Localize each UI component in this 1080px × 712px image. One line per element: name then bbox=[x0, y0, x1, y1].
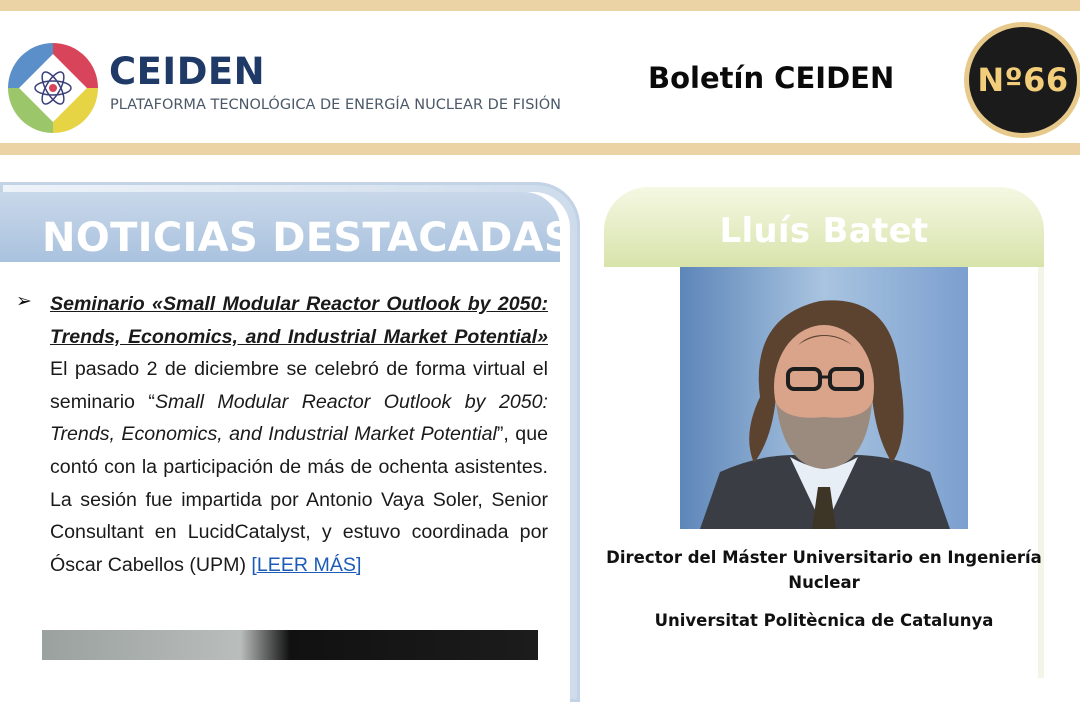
brand-subtitle: PLATAFORMA TECNOLÓGICA DE ENERGÍA NUCLEAR DE FISIÓN bbox=[110, 97, 561, 113]
article-text-body: ”, que contó con la participación de más de ochenta asistentes. La sesión fue impartida por Antonio Vaya Soler, Senior Consultant en LucidCatalyst, y estuvo coordinada por Óscar Cabellos (UPM) bbox=[50, 423, 548, 576]
profile-organization: Universitat Politècnica de Catalunya bbox=[654, 611, 994, 630]
top-decorative-band bbox=[0, 0, 1080, 11]
brand-name: CEIDEN bbox=[109, 50, 266, 93]
news-article bbox=[50, 288, 548, 581]
article-seminar-quote: Small Modular Reactor Outlook by 2050: Trends, Economics, and Industrial Market Potential bbox=[50, 390, 548, 446]
news-panel-header bbox=[0, 192, 574, 262]
arrow-bullet-icon: ➢ bbox=[16, 290, 32, 312]
profile-name: Lluís Batet bbox=[719, 211, 929, 251]
profile-portrait bbox=[680, 267, 968, 529]
bulletin-title: Boletín CEIDEN bbox=[648, 61, 895, 95]
article-text-intro: El pasado 2 de diciembre se celebró de forma virtual el seminario “ bbox=[50, 358, 548, 413]
atom-logo-icon bbox=[8, 43, 98, 133]
read-more-link[interactable]: [LEER MÁS] bbox=[251, 553, 362, 576]
news-heading: NOTICIAS DESTACADAS bbox=[42, 215, 574, 261]
header-bottom-band bbox=[0, 143, 1080, 155]
news-photo bbox=[42, 630, 538, 660]
profile-role: Director del Máster Universitario en Ingeniería Nuclear bbox=[606, 548, 1042, 592]
issue-number-badge: Nº66 bbox=[964, 22, 1080, 138]
article-title-link[interactable]: Seminario «Small Modular Reactor Outlook by 2050: Trends, Economics, and Industrial Market Potential» bbox=[50, 293, 548, 348]
news-panel bbox=[0, 182, 580, 702]
